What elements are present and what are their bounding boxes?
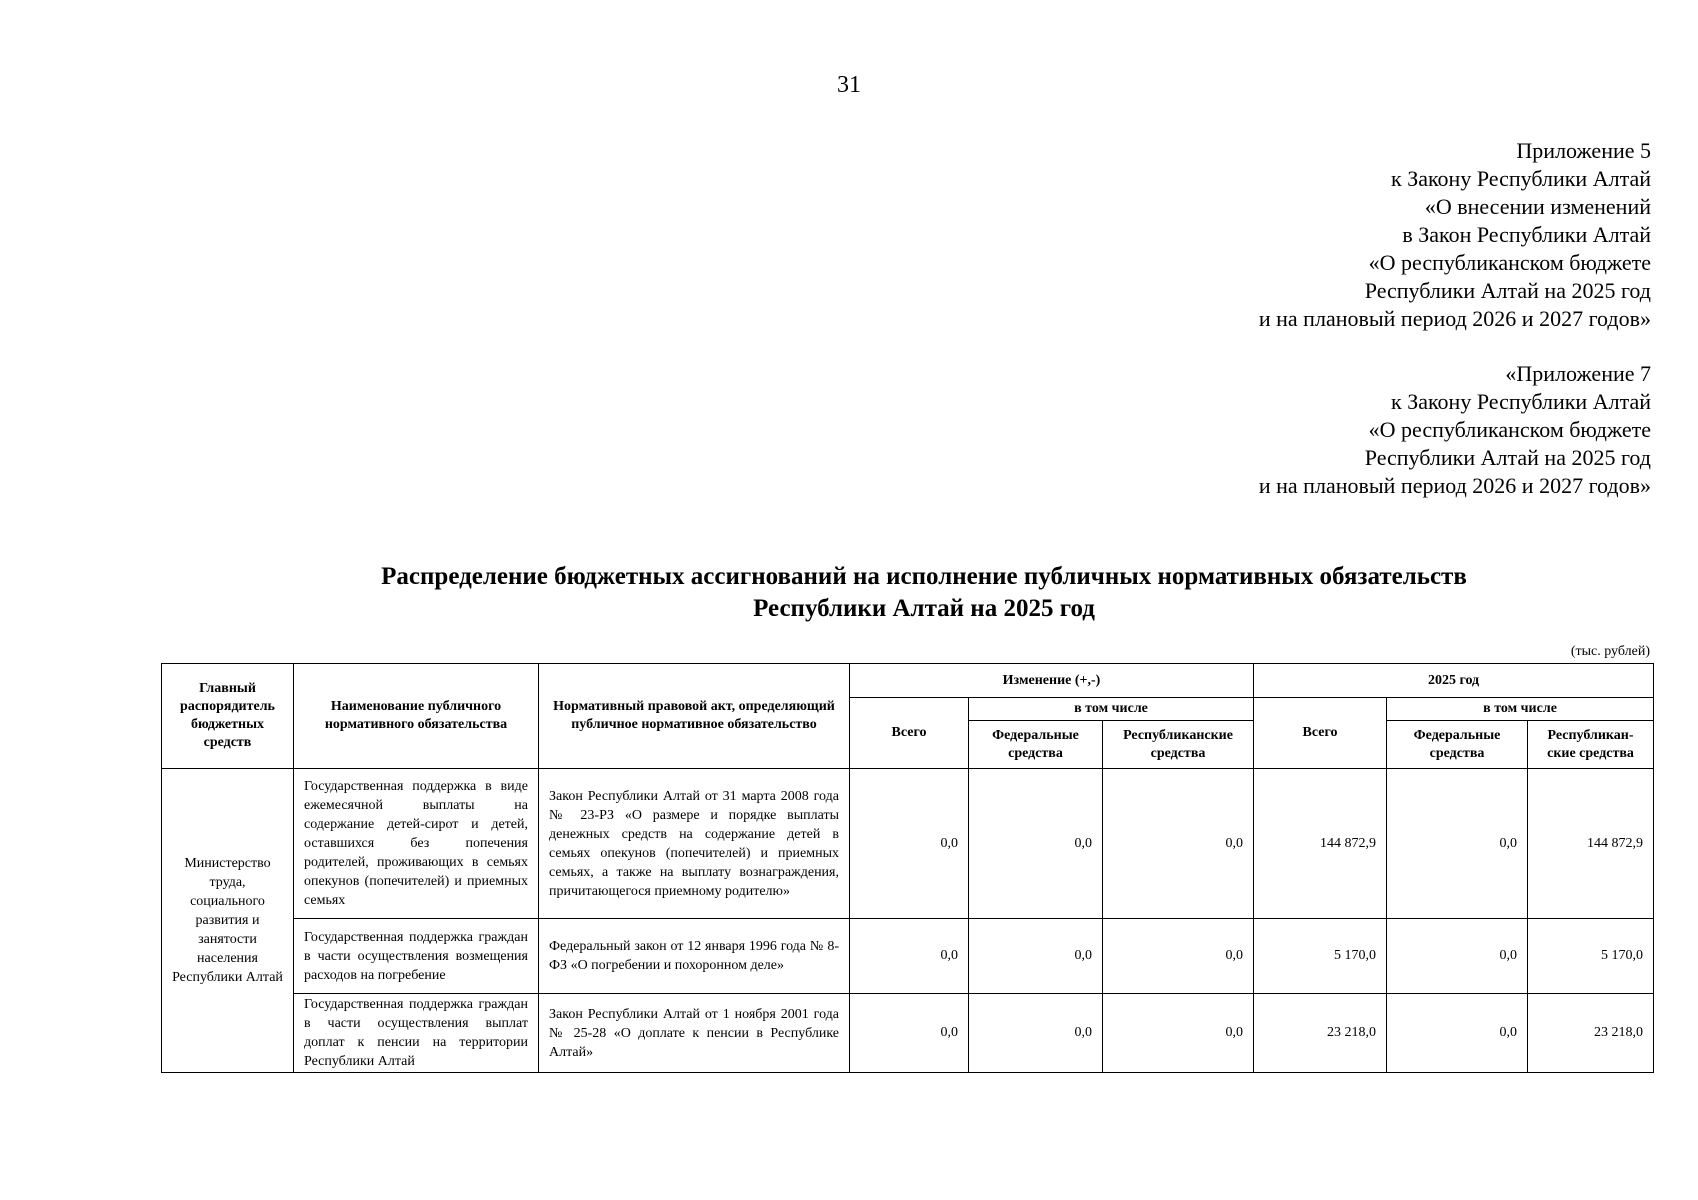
- header-year-total: Всего: [1254, 698, 1387, 769]
- annex-sub-line: к Закону Республики Алтай: [1391, 389, 1651, 414]
- change-republican-cell: 0,0: [1103, 919, 1254, 994]
- obligation-cell: Государственная поддержка граждан в части осуществления возмещения расходов на погребение: [294, 919, 539, 994]
- annex-sub-line: «О республиканском бюджете: [1368, 417, 1651, 442]
- header-row: [162, 664, 1654, 698]
- header-main-manager: Главный распорядитель бюджетных средств: [162, 664, 294, 769]
- title-line: Распределение бюджетных ассигнований на исполнение публичных нормативных обязательств: [381, 563, 1467, 590]
- year-total-cell: 5 170,0: [1254, 919, 1387, 994]
- year-total-cell: 23 218,0: [1254, 994, 1387, 1073]
- obligation-cell: Государственная поддержка граждан в части осуществления выплат доплат к пенсии на территории Республики Алтай: [294, 994, 539, 1073]
- change-federal-cell: 0,0: [969, 994, 1103, 1073]
- table-row: [162, 919, 1654, 994]
- annex-main-block: [1259, 137, 1651, 333]
- header-change-total: Всего: [850, 698, 969, 769]
- document-title: [160, 561, 1688, 625]
- annex-main-line: к Закону Республики Алтай: [1391, 166, 1651, 191]
- header-change-federal: Федеральные средства: [969, 721, 1103, 769]
- year-federal-cell: 0,0: [1387, 919, 1528, 994]
- annex-sub-block: [1259, 360, 1651, 500]
- legal-act-cell: Федеральный закон от 12 января 1996 года № 8-ФЗ «О погребении и похоронном деле»: [539, 919, 850, 994]
- table-row: [162, 769, 1654, 919]
- year-republican-cell: 5 170,0: [1528, 919, 1654, 994]
- units-note: (тыс. рублей): [1570, 644, 1650, 659]
- obligation-cell: Государственная поддержка в виде ежемесячной выплаты на содержание детей-сирот и детей, оставшихся без попечения родителей, проживающих в семьях опекунов (попечителей) и приемных семьях: [294, 769, 539, 919]
- header-change-republican: Республиканские средства: [1103, 721, 1254, 769]
- header-obligation-name: Наименование публичного нормативного обязательства: [294, 664, 539, 769]
- annex-main-line: «О внесении изменений: [1424, 194, 1651, 219]
- change-federal-cell: 0,0: [969, 919, 1103, 994]
- year-federal-cell: 0,0: [1387, 994, 1528, 1073]
- header-year-group: 2025 год: [1254, 664, 1654, 698]
- change-total-cell: 0,0: [850, 769, 969, 919]
- header-change-group: Изменение (+,-): [850, 664, 1254, 698]
- budget-table: [161, 663, 1654, 1073]
- table-row: [162, 994, 1654, 1073]
- title-line: Республики Алтай на 2025 год: [753, 595, 1095, 622]
- change-total-cell: 0,0: [850, 994, 969, 1073]
- main-manager-cell: Министерство труда, социального развития и занятости населения Республики Алтай: [162, 769, 294, 1073]
- change-federal-cell: 0,0: [969, 769, 1103, 919]
- header-year-republican: Республикан-ские средства: [1528, 721, 1654, 769]
- header-change-including: в том числе: [969, 698, 1254, 721]
- year-federal-cell: 0,0: [1387, 769, 1528, 919]
- legal-act-cell: Закон Республики Алтай от 31 марта 2008 года № 23-РЗ «О размере и порядке выплаты денежных средств на содержание детей в семьях опекунов (попечителей) и приемных семьях, а также на выплату вознаграждения, причитающегося приемному родителю»: [539, 769, 850, 919]
- annex-main-line: в Закон Республики Алтай: [1402, 222, 1651, 247]
- change-republican-cell: 0,0: [1103, 994, 1254, 1073]
- page-number: 31: [837, 72, 861, 98]
- header-year-including: в том числе: [1387, 698, 1654, 721]
- annex-main-line: «О республиканском бюджете: [1368, 250, 1651, 275]
- annex-main-line: и на плановый период 2026 и 2027 годов»: [1258, 306, 1651, 331]
- year-republican-cell: 23 218,0: [1528, 994, 1654, 1073]
- annex-main-line: Республики Алтай на 2025 год: [1364, 278, 1651, 303]
- change-total-cell: 0,0: [850, 919, 969, 994]
- legal-act-cell: Закон Республики Алтай от 1 ноября 2001 года № 25-28 «О доплате к пенсии в Республике Алтай»: [539, 994, 850, 1073]
- year-total-cell: 144 872,9: [1254, 769, 1387, 919]
- annex-sub-line: «Приложение 7: [1505, 361, 1651, 386]
- annex-main-line: Приложение 5: [1516, 138, 1651, 163]
- year-republican-cell: 144 872,9: [1528, 769, 1654, 919]
- annex-sub-line: и на плановый период 2026 и 2027 годов»: [1258, 473, 1651, 498]
- annex-sub-line: Республики Алтай на 2025 год: [1364, 445, 1651, 470]
- header-legal-act: Нормативный правовой акт, определяющий публичное нормативное обязательство: [539, 664, 850, 769]
- change-republican-cell: 0,0: [1103, 769, 1254, 919]
- header-year-federal: Федеральные средства: [1387, 721, 1528, 769]
